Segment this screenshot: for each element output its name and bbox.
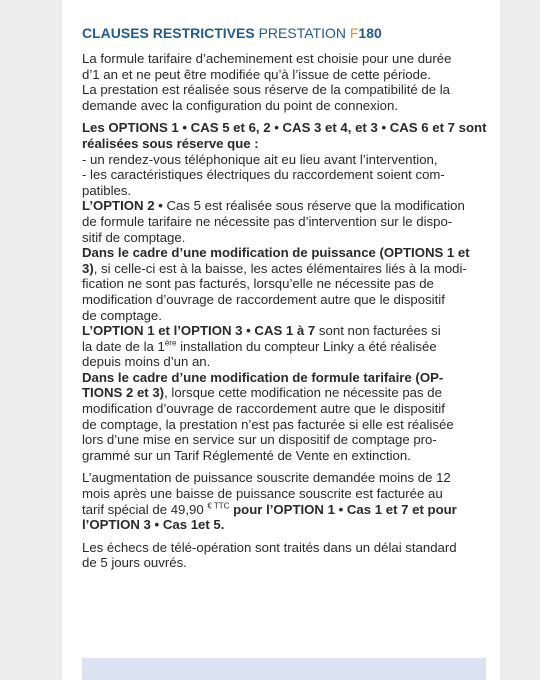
text-line: fication ne sont pas facturés, lorsqu’elle ne nécessite pas de [82, 276, 434, 292]
paragraph-pricing [82, 470, 490, 532]
clauses-content [82, 25, 490, 571]
text-line: mois après une baisse de puissance souscrite est facturée au [82, 486, 443, 502]
text-span: la date de la 1 [82, 338, 165, 354]
text-span: installation du compteur Linky a été réalisée [176, 338, 437, 354]
text-line: modification d’ouvrage de raccordement autre que le dispositif [82, 291, 445, 307]
text-line: réalisées sous réserve que : [82, 135, 259, 151]
text-line: lors d’une mise en service sur un dispositif de comptage pro- [82, 432, 437, 448]
text-line: de formule tarifaire ne nécessite pas d’intervention sur le dispo- [82, 213, 453, 229]
text-line [82, 323, 490, 339]
superscript: € TTC [207, 501, 230, 511]
text-line [82, 198, 490, 214]
paragraph-failures [82, 540, 490, 571]
text-line: La prestation est réalisée sous réserve de la compatibilité de la [82, 82, 450, 98]
paragraph-options [82, 120, 490, 463]
heading-code-number: 180 [358, 25, 382, 41]
heading-subtitle: PRESTATION [254, 25, 350, 41]
text-line [82, 385, 490, 401]
text-line: depuis moins d’un an. [82, 354, 211, 370]
text-span: , lorsque cette modification ne nécessite pas de [164, 385, 442, 401]
text-span: tarif spécial de 49,90 [82, 501, 208, 517]
text-line: - un rendez-vous téléphonique ait eu lieu avant l’intervention, [82, 151, 438, 167]
option-label: L’OPTION 1 et l’OPTION 3 • CAS 1 à 7 [82, 323, 316, 339]
text-span: Cas 5 est réalisée sous réserve que la modification [162, 198, 465, 214]
option-label: l’OPTION 3 • [82, 517, 160, 533]
note-box [82, 658, 486, 680]
heading-title: CLAUSES RESTRICTIVES [82, 25, 255, 41]
text-span: sont non facturées si [315, 323, 441, 339]
text-line: La formule tarifaire d’acheminement est choisie pour une durée [82, 51, 452, 66]
text-line: grammé sur un Tarif Réglementé de Vente en extinction. [82, 447, 411, 463]
superscript: ère [164, 338, 177, 348]
text-line: Dans le cadre d’une modification de formule tarifaire (OP- [82, 369, 444, 385]
text-line [82, 261, 490, 277]
text-line: Les OPTIONS 1 • CAS 5 et 6, 2 • CAS 3 et 4, et 3 • CAS 6 et 7 sont [82, 120, 487, 136]
text-line: d’1 an et ne peut être modifiée qu’à l’issue de cette période. [82, 66, 431, 82]
text-span: Cas 1et 5. [159, 517, 225, 533]
text-line [82, 502, 490, 518]
text-line: demande avec la configuration du point de connexion. [82, 97, 398, 113]
text-line: de 5 jours ouvrés. [82, 555, 187, 571]
text-line: L’augmentation de puissance souscrite demandée moins de 12 [82, 470, 451, 486]
text-line: - les caractéristiques électriques du raccordement soient com- [82, 167, 445, 183]
paragraph-duration [82, 51, 490, 113]
text-line [82, 339, 490, 355]
text-line: de comptage, la prestation n’est pas facturée si elle est réalisée [82, 416, 454, 432]
text-span: pour l’OPTION 1 • Cas 1 et 7 et pour [229, 501, 457, 517]
option-label: 3) [82, 260, 94, 276]
text-line: sitif de comptage. [82, 229, 186, 245]
text-line: patibles. [82, 182, 132, 198]
text-line [82, 517, 490, 533]
text-span: , si celle-ci est à la baisse, les actes élémentaires liés à la modi- [93, 260, 467, 276]
document-page [62, 0, 500, 680]
option-label: TIONS 2 et 3) [82, 385, 165, 401]
text-line: Les échecs de télé-opération sont traités dans un délai standard [82, 539, 457, 555]
text-line: de comptage. [82, 307, 162, 323]
text-line: Dans le cadre d’une modification de puissance (OPTIONS 1 et [82, 245, 470, 261]
text-line: modification d’ouvrage de raccordement autre que le dispositif [82, 401, 445, 417]
section-heading [82, 25, 490, 41]
option-label: L’OPTION 2 • [82, 198, 163, 214]
heading-code-letter: F [349, 25, 359, 41]
